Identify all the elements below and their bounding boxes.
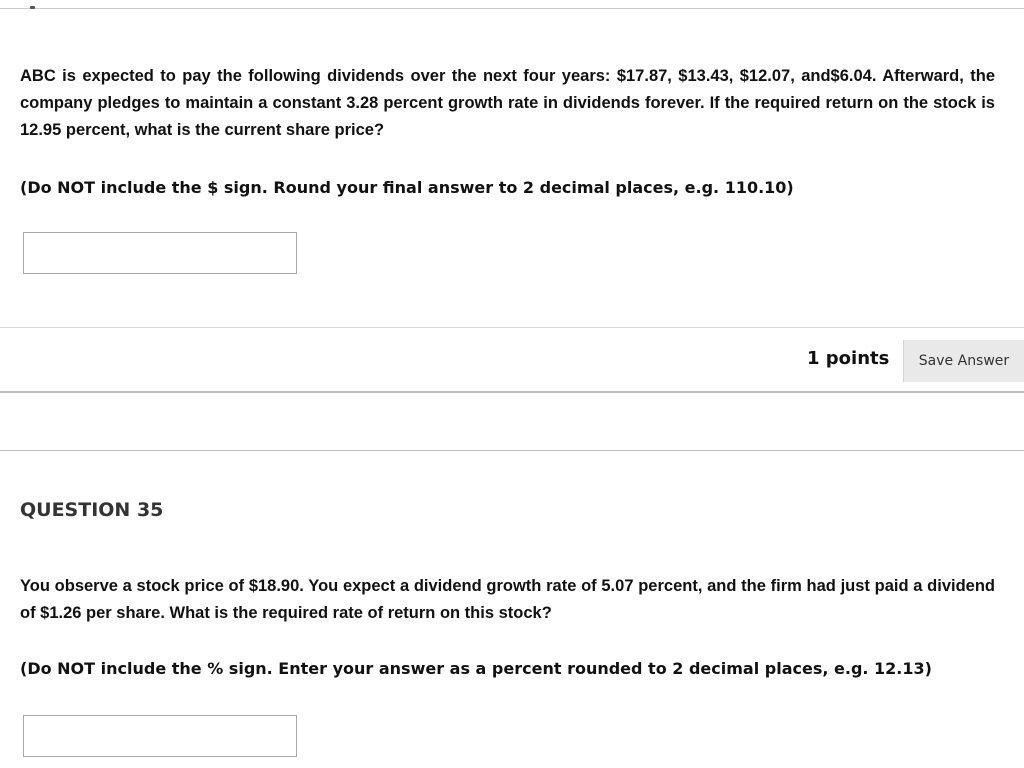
question-35-answer-input[interactable] bbox=[23, 715, 297, 757]
points-bar bbox=[0, 327, 1024, 393]
question-34-answer-input[interactable] bbox=[23, 232, 297, 274]
question-34-instructions: (Do NOT include the $ sign. Round your final answer to 2 decimal places, e.g. 110.10) bbox=[20, 178, 794, 197]
points-label: 1 points bbox=[807, 348, 890, 369]
question-34-text: ABC is expected to pay the following dividends over the next four years: $17.87, $13.43, $12.07, and$6.04. Afterward, the company pledges to maintain a constant 3.28 percent growth rate in dividends forever. If the required return on the stock is 12.95 percent, what is the current share price? bbox=[20, 67, 995, 139]
question-35-text: You observe a stock price of $18.90. You expect a dividend growth rate of 5.07 percent, and the firm had just paid a dividend of $1.26 per share. What is the required rate of return on this stock? bbox=[20, 577, 995, 622]
scroll-marker bbox=[30, 6, 35, 9]
top-divider bbox=[0, 8, 1024, 9]
question-35-heading: QUESTION 35 bbox=[20, 499, 164, 521]
question-35-instructions: (Do NOT include the % sign. Enter your answer as a percent rounded to 2 decimal places, e.g. 12.13) bbox=[20, 659, 932, 678]
question-divider bbox=[0, 450, 1024, 451]
save-answer-button[interactable]: Save Answer bbox=[903, 340, 1024, 382]
